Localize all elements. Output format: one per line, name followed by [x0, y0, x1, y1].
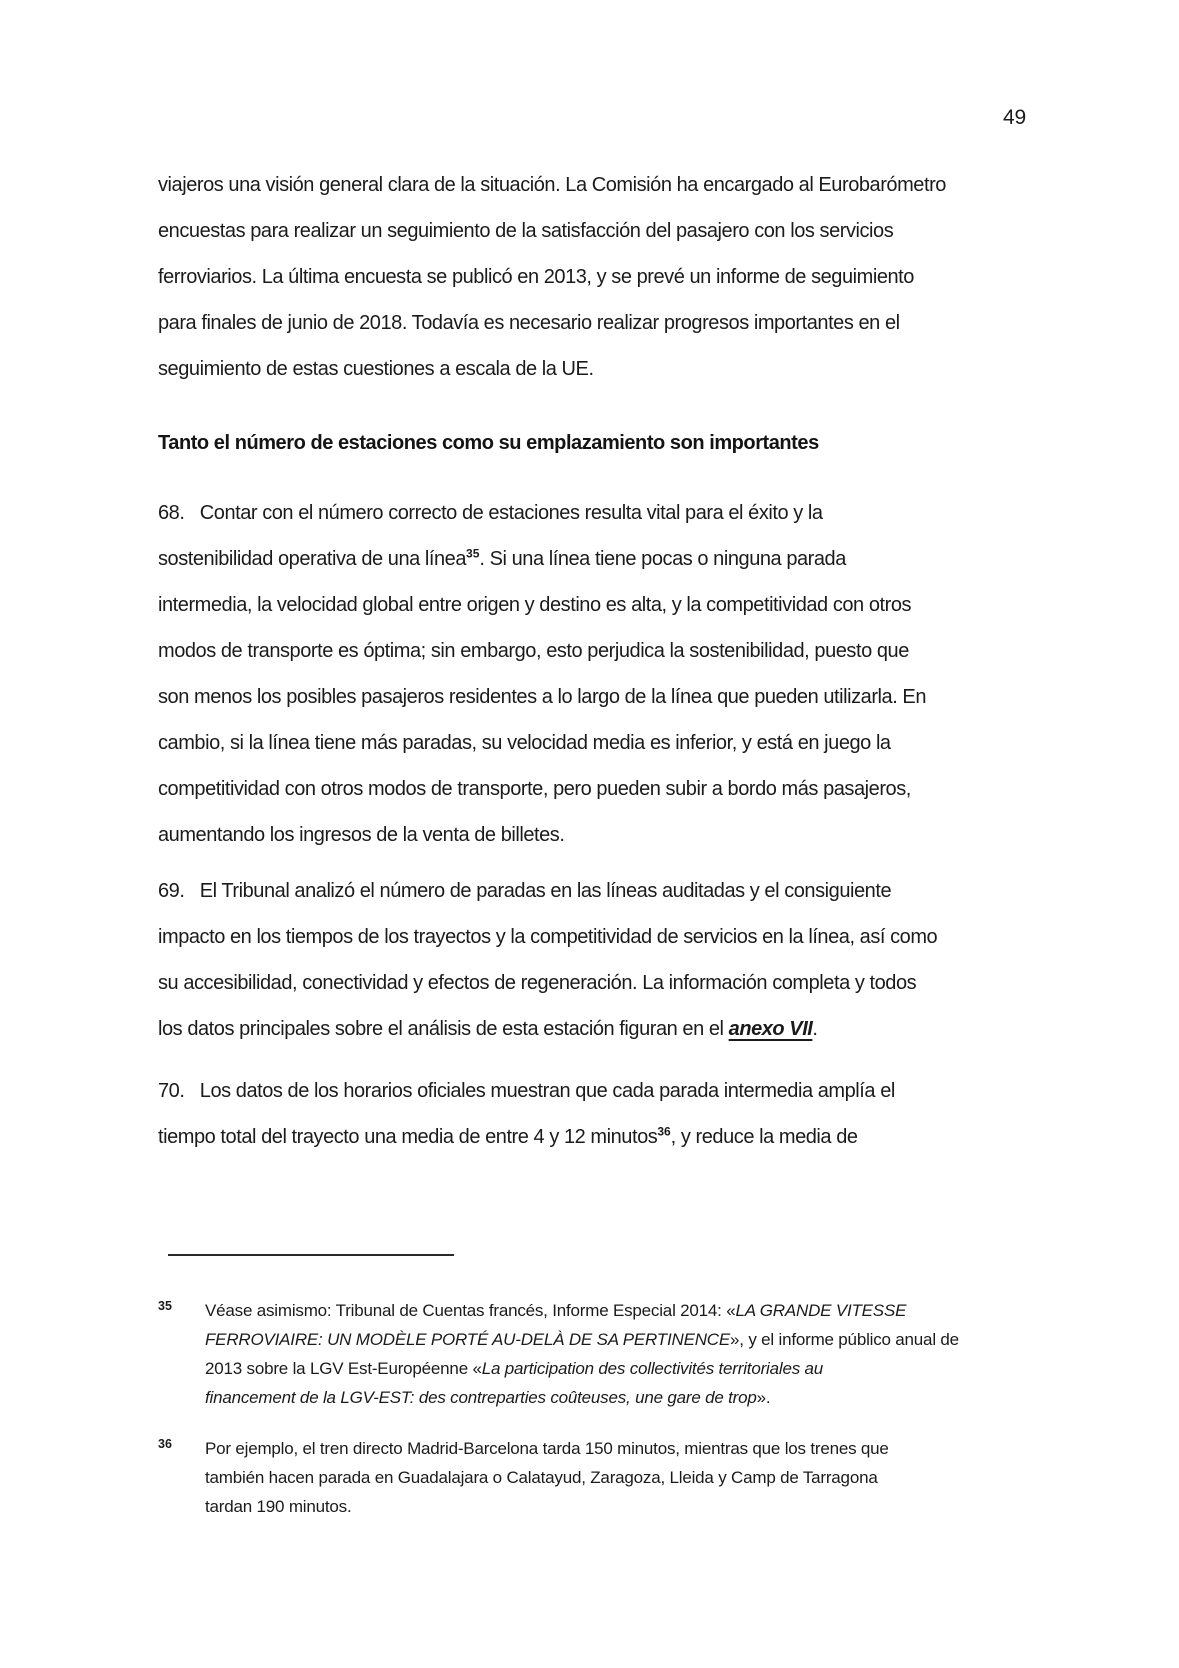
- text-run: 70. Los datos de los horarios oficiales muestran que cada parada intermedia amplía el: [158, 1080, 895, 1102]
- footnote-36-text: [205, 1434, 1058, 1521]
- text-run: cambio, si la línea tiene más paradas, su velocidad media es inferior, y está en juego la: [158, 732, 891, 754]
- text-run: viajeros una visión general clara de la situación. La Comisión ha encargado al Eurobarómetro: [158, 174, 946, 196]
- paragraph-68: [158, 490, 1028, 858]
- text-run: intermedia, la velocidad global entre origen y destino es alta, y la competitividad con otros: [158, 594, 912, 616]
- text-run: seguimiento de estas cuestiones a escala de la UE.: [158, 358, 594, 380]
- text-run: ferroviarios. La última encuesta se publicó en 2013, y se prevé un informe de seguimiento: [158, 266, 914, 288]
- footnote-ref-36[interactable]: 36: [657, 1124, 671, 1139]
- text-run: .: [812, 1018, 818, 1040]
- footnote-ref-35[interactable]: 35: [466, 546, 480, 561]
- text-run: 68. Contar con el número correcto de estaciones resulta vital para el éxito y la: [158, 502, 823, 524]
- text-run: impacto en los tiempos de los trayectos y la competitividad de servicios en la línea, así como: [158, 926, 938, 948]
- text-run: tardan 190 minutos.: [205, 1497, 352, 1516]
- text-run: LA GRANDE VITESSE: [735, 1301, 907, 1320]
- text-run: 69. El Tribunal analizó el número de paradas en las líneas auditadas y el consiguiente: [158, 880, 892, 902]
- page-number: 49: [1003, 106, 1026, 129]
- text-run: La participation des collectivités territoriales au: [481, 1359, 824, 1378]
- text-run: sostenibilidad operativa de una línea: [158, 548, 467, 570]
- text-run: los datos principales sobre el análisis de esta estación figuran en el: [158, 1018, 729, 1040]
- text-run: », y el informe público anual de: [730, 1330, 959, 1349]
- text-run: aumentando los ingresos de la venta de billetes.: [158, 824, 565, 846]
- intro-paragraph: [158, 162, 1028, 392]
- footnotes-section: [158, 1254, 1058, 1521]
- footnote-35: [158, 1296, 1058, 1412]
- text-run: Véase asimismo: Tribunal de Cuentas francés, Informe Especial 2014: «: [205, 1301, 736, 1320]
- section-heading: Tanto el número de estaciones como su emplazamiento son importantes: [158, 432, 819, 454]
- text-run: , y reduce la media de: [670, 1126, 858, 1148]
- footnote-separator: [168, 1254, 454, 1256]
- text-run: para finales de junio de 2018. Todavía es necesario realizar progresos importantes en el: [158, 312, 900, 334]
- paragraph-69: [158, 868, 1028, 1052]
- document-body: [158, 162, 1028, 1160]
- text-run: son menos los posibles pasajeros residentes a lo largo de la línea que pueden utilizarla. En: [158, 686, 926, 708]
- text-run: FERROVIAIRE: UN MODÈLE PORTÉ AU-DELÀ DE SA PERTINENCE: [205, 1330, 731, 1349]
- text-run: . Si una línea tiene pocas o ninguna parada: [479, 548, 846, 570]
- text-run: también hacen parada en Guadalajara o Calatayud, Zaragoza, Lleida y Camp de Tarragona: [205, 1468, 878, 1487]
- text-run: competitividad con otros modos de transporte, pero pueden subir a bordo más pasajeros,: [158, 778, 911, 800]
- text-run: encuestas para realizar un seguimiento de la satisfacción del pasajero con los servicios: [158, 220, 894, 242]
- footnote-35-text: [205, 1296, 1058, 1412]
- text-run: tiempo total del trayecto una media de entre 4 y 12 minutos: [158, 1126, 658, 1148]
- footnote-35-marker: 35: [158, 1299, 172, 1313]
- paragraph-70: [158, 1068, 1028, 1160]
- text-run: Por ejemplo, el tren directo Madrid-Barcelona tarda 150 minutos, mientras que los trenes que: [205, 1439, 889, 1458]
- footnote-36: [158, 1434, 1058, 1521]
- footnote-36-marker: 36: [158, 1437, 172, 1451]
- text-run: su accesibilidad, conectividad y efectos de regeneración. La información completa y todos: [158, 972, 917, 994]
- text-run: modos de transporte es óptima; sin embargo, esto perjudica la sostenibilidad, puesto que: [158, 640, 909, 662]
- text-run: financement de la LGV-EST: des contreparties coûteuses, une gare de trop: [205, 1388, 757, 1407]
- annex-vii-link[interactable]: anexo VII: [728, 1018, 813, 1040]
- text-run: ».: [756, 1388, 771, 1407]
- text-run: 2013 sobre la LGV Est-Européenne «: [205, 1359, 482, 1378]
